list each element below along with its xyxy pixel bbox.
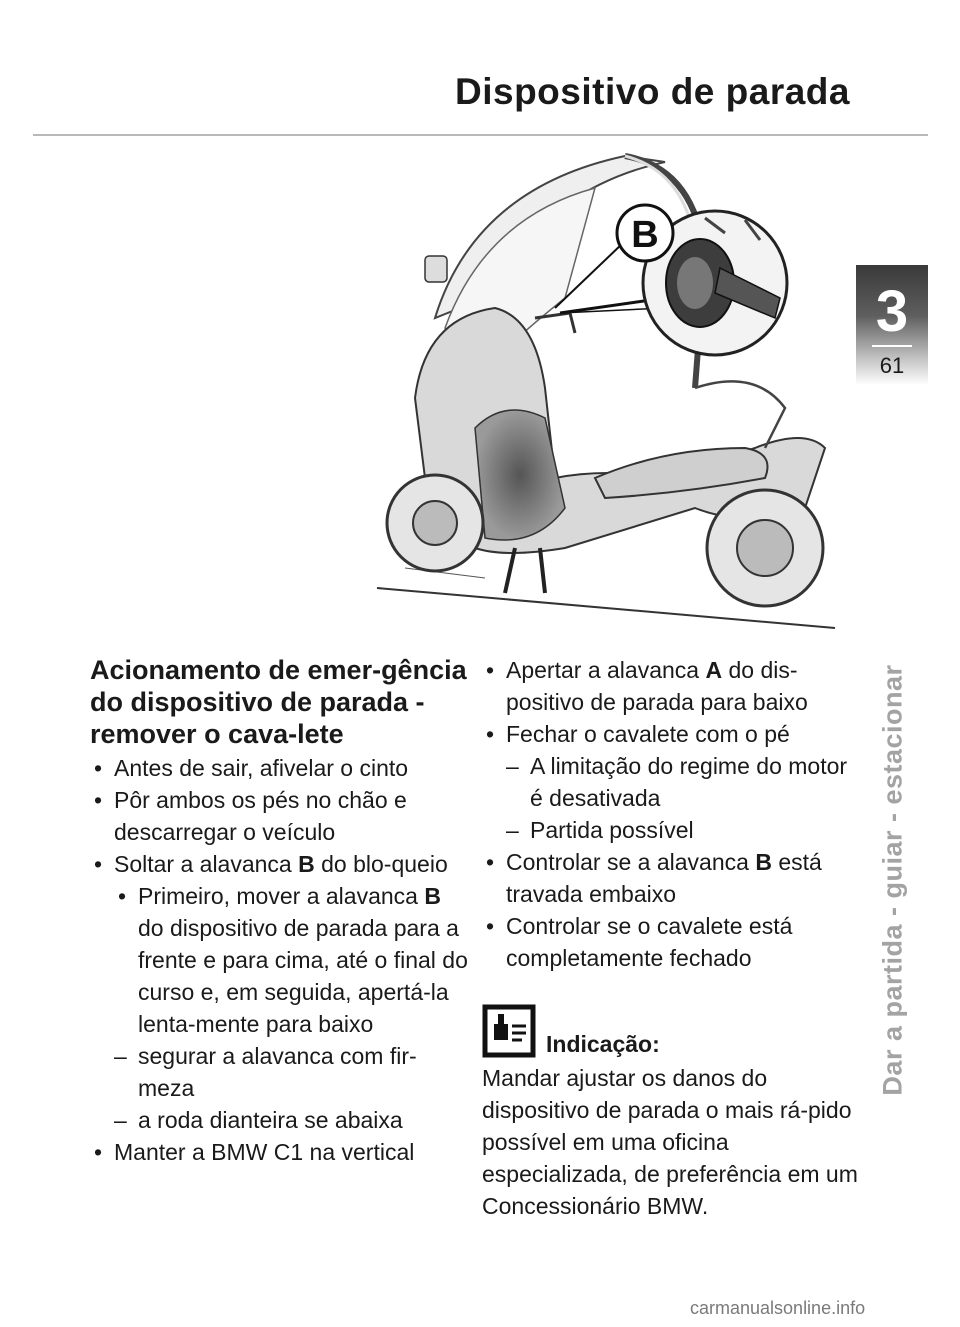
- watermark: carmanualsonline.info: [690, 1298, 866, 1318]
- note-icon: [482, 1004, 536, 1058]
- chapter-side-label: Dar a partida - guiar - estacionar: [877, 664, 908, 1096]
- note-header: [482, 996, 862, 1058]
- list-item: • Controlar se o cavalete está completamente fechado: [482, 910, 862, 974]
- note-title: Indicação:: [546, 1031, 660, 1057]
- list-item: • Pôr ambos os pés no chão e descarregar o veículo: [90, 784, 468, 848]
- scooter-illustration: [365, 148, 845, 638]
- page-title: Dispositivo de parada: [455, 71, 850, 112]
- page-number: 61: [879, 353, 905, 378]
- list-item: • Controlar se a alavanca B está travada embaixo: [482, 846, 862, 910]
- list-item: • Antes de sair, afivelar o cinto: [90, 752, 468, 784]
- list-item: – A limitação do regime do motor é desativada: [482, 750, 862, 814]
- list-item: • Primeiro, mover a alavanca B do dispositivo de parada para a frente e para cima, até o final do curso e, em seguida, apertá-la lenta-mente para baixo: [90, 880, 468, 1040]
- list-item: • Manter a BMW C1 na vertical: [90, 1136, 468, 1168]
- list-item: – segurar a alavanca com fir-meza: [90, 1040, 468, 1104]
- callout-label-b: B: [631, 214, 659, 256]
- list-item: • Fechar o cavalete com o pé: [482, 718, 862, 750]
- list-item: – a roda dianteira se abaixa: [90, 1104, 468, 1136]
- chapter-number: 3: [875, 279, 909, 344]
- section-heading: Acionamento de emer-gência do dispositivo de parada - remover o cava-lete: [90, 655, 467, 749]
- title-divider: [33, 134, 928, 136]
- list-item: – Partida possível: [482, 814, 862, 846]
- left-column: [90, 654, 468, 1168]
- list-item: • Soltar a alavanca B do blo-queio: [90, 848, 468, 880]
- list-item: • Apertar a alavanca A do dis-positivo de parada para baixo: [482, 654, 862, 718]
- instruction-list: [90, 752, 468, 1168]
- instruction-list: [482, 654, 862, 974]
- note-box: [482, 996, 862, 1222]
- right-column: [482, 654, 862, 1222]
- chapter-tab: [856, 265, 928, 385]
- note-text: Mandar ajustar os danos do dispositivo de parada o mais rá-pido possível em uma oficina especializada, de preferência em um Concessionário BMW.: [482, 1065, 858, 1219]
- chapter-divider: [872, 345, 912, 347]
